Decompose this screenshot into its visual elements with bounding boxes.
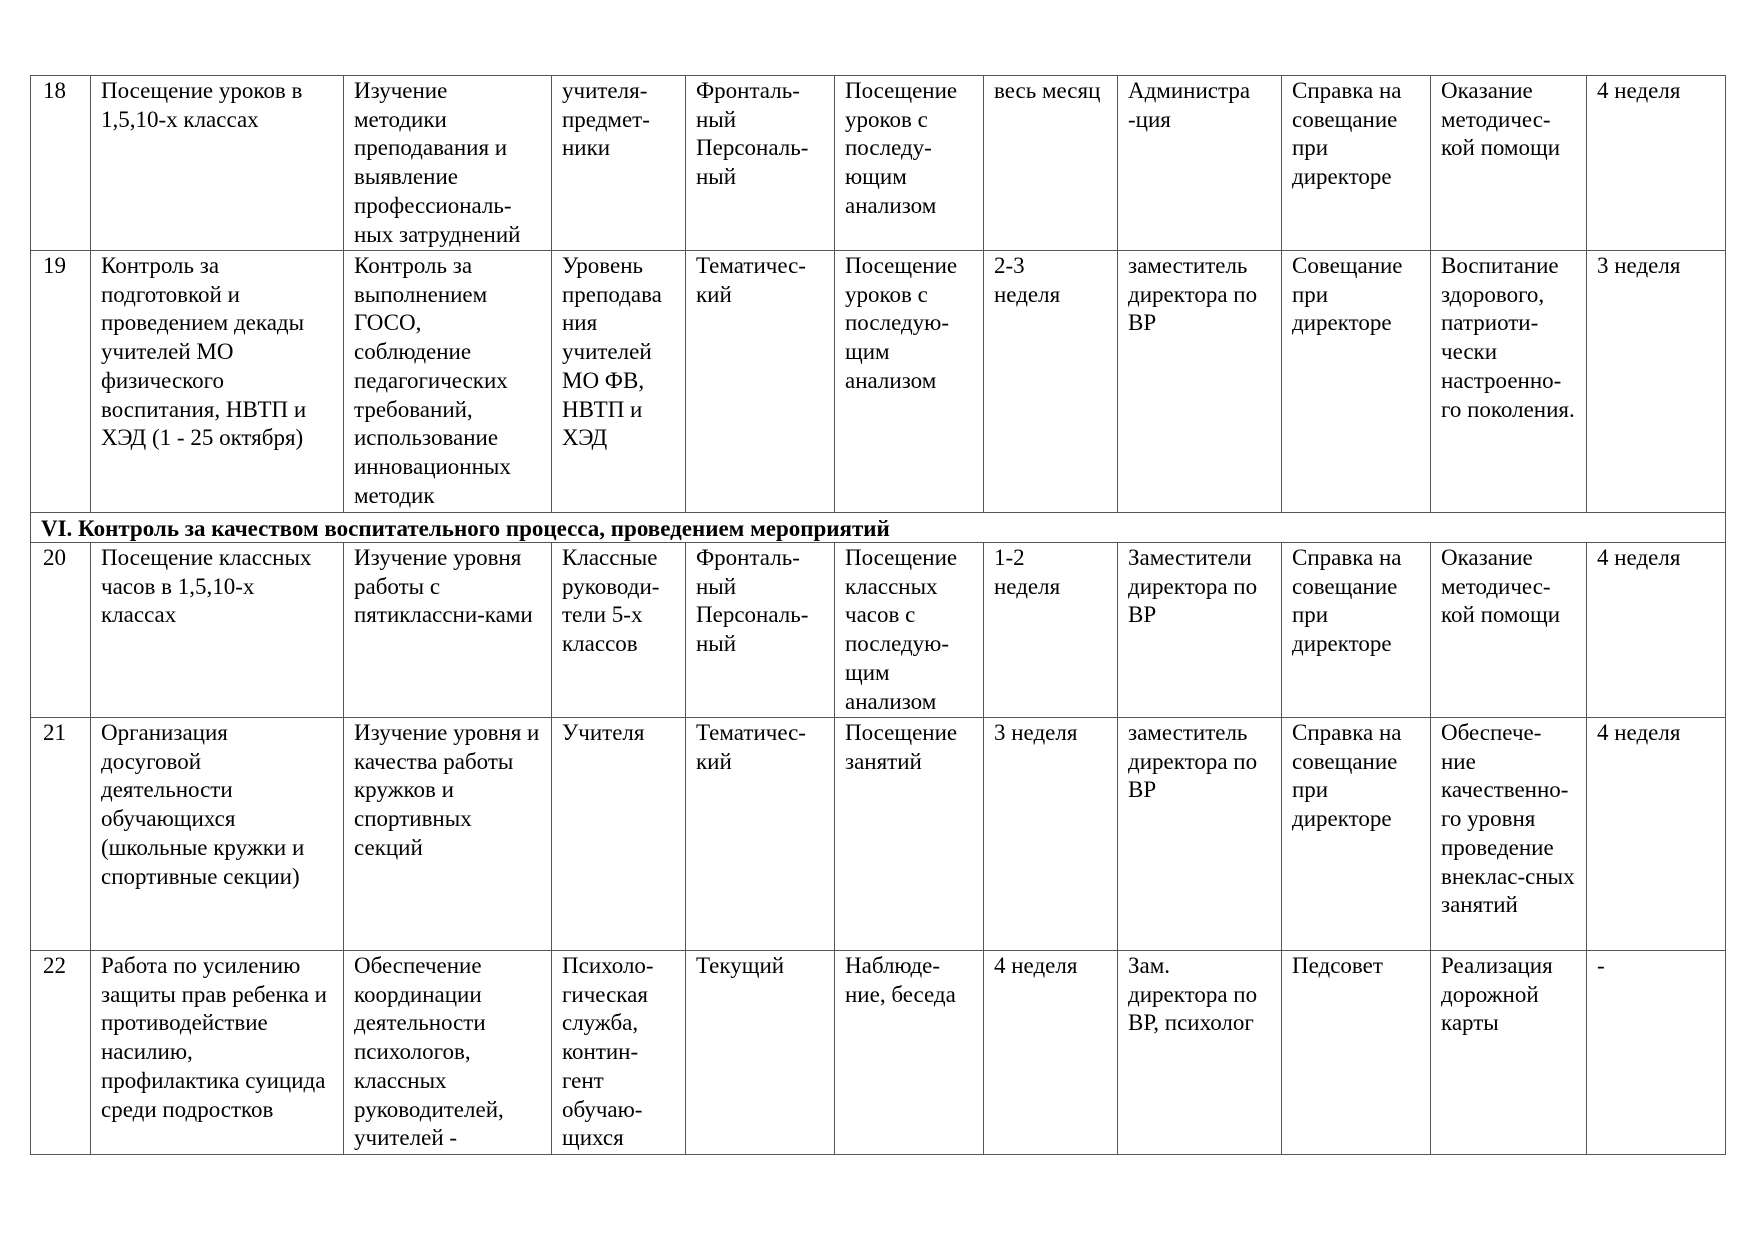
- control-type-cell: Фронталь-ный Персональ-ный: [686, 543, 835, 718]
- repeat-control-cell: 4 неделя: [1587, 718, 1726, 951]
- control-object-cell: Психоло-гическая служба, контин-гент обучаю-щихся: [552, 951, 686, 1155]
- control-goal-cell: Обеспечение координации деятельности психологов, классных руководителей, учителей -: [344, 951, 552, 1155]
- control-goal-cell: Изучение уровня и качества работы кружков и спортивных секций: [344, 718, 552, 951]
- control-subject-cell: Контроль за подготовкой и проведением декады учителей МО физического воспитания, НВТП и ХЭД (1 - 25 октября): [91, 251, 344, 513]
- repeat-control-cell: 4 неделя: [1587, 543, 1726, 718]
- row-number: 19: [31, 251, 91, 513]
- timing-cell: 4 неделя: [984, 951, 1118, 1155]
- summary-place-cell: Справка на совещание при директоре: [1282, 76, 1431, 251]
- repeat-control-cell: -: [1587, 951, 1726, 1155]
- responsible-cell: Зам. директора по ВР, психолог: [1118, 951, 1282, 1155]
- control-subject-cell: Посещение классных часов в 1,5,10-х классах: [91, 543, 344, 718]
- responsible-cell: заместитель директора по ВР: [1118, 718, 1282, 951]
- control-object-cell: Учителя: [552, 718, 686, 951]
- control-goal-cell: Контроль за выполнением ГОСО, соблюдение педагогических требований, использование инновационных методик: [344, 251, 552, 513]
- control-goal-cell: Изучение уровня работы с пятиклассни-ками: [344, 543, 552, 718]
- table-row: [31, 718, 1726, 951]
- row-number: 21: [31, 718, 91, 951]
- control-subject-cell: Организация досуговой деятельности обучающихся (школьные кружки и спортивные секции): [91, 718, 344, 951]
- control-method-cell: Посещение классных часов с последую-щим анализом: [835, 543, 984, 718]
- timing-cell: 3 неделя: [984, 718, 1118, 951]
- row-number: 22: [31, 951, 91, 1155]
- table-row: [31, 951, 1726, 1155]
- management-decision-cell: Оказание методичес-кой помощи: [1431, 76, 1587, 251]
- row-number: 18: [31, 76, 91, 251]
- summary-place-cell: Педсовет: [1282, 951, 1431, 1155]
- timing-cell: 2-3 неделя: [984, 251, 1118, 513]
- table-row: [31, 251, 1726, 513]
- control-type-cell: Тематичес-кий: [686, 718, 835, 951]
- summary-place-cell: Справка на совещание при директоре: [1282, 543, 1431, 718]
- control-goal-cell: Изучение методики преподавания и выявление профессиональ-ных затруднений: [344, 76, 552, 251]
- control-type-cell: Текущий: [686, 951, 835, 1155]
- section-row: [31, 513, 1726, 543]
- control-type-cell: Тематичес-кий: [686, 251, 835, 513]
- responsible-cell: заместитель директора по ВР: [1118, 251, 1282, 513]
- control-plan-table: [30, 75, 1726, 1155]
- control-method-cell: Наблюде-ние, беседа: [835, 951, 984, 1155]
- control-subject-cell: Посещение уроков в 1,5,10-х классах: [91, 76, 344, 251]
- control-type-cell: Фронталь-ный Персональ-ный: [686, 76, 835, 251]
- responsible-cell: Заместители директора по ВР: [1118, 543, 1282, 718]
- management-decision-cell: Реализация дорожной карты: [1431, 951, 1587, 1155]
- timing-cell: 1-2 неделя: [984, 543, 1118, 718]
- management-decision-cell: Воспитание здорового, патриоти-чески настроенно-го поколения.: [1431, 251, 1587, 513]
- timing-cell: весь месяц: [984, 76, 1118, 251]
- summary-place-cell: Совещание при директоре: [1282, 251, 1431, 513]
- repeat-control-cell: 4 неделя: [1587, 76, 1726, 251]
- control-method-cell: Посещение уроков с последу-ющим анализом: [835, 76, 984, 251]
- table-row: [31, 76, 1726, 251]
- control-object-cell: Уровень преподава ния учителей МО ФВ, НВТП и ХЭД: [552, 251, 686, 513]
- control-method-cell: Посещение занятий: [835, 718, 984, 951]
- management-decision-cell: Обеспече-ние качественно-го уровня проведение внеклас-сных занятий: [1431, 718, 1587, 951]
- control-subject-cell: Работа по усилению защиты прав ребенка и противодействие насилию, профилактика суицида среди подростков: [91, 951, 344, 1155]
- control-object-cell: Классные руководи-тели 5-х классов: [552, 543, 686, 718]
- row-number: 20: [31, 543, 91, 718]
- responsible-cell: Администра -ция: [1118, 76, 1282, 251]
- control-object-cell: учителя-предмет-ники: [552, 76, 686, 251]
- summary-place-cell: Справка на совещание при директоре: [1282, 718, 1431, 951]
- table-row: [31, 543, 1726, 718]
- repeat-control-cell: 3 неделя: [1587, 251, 1726, 513]
- control-method-cell: Посещение уроков с последую-щим анализом: [835, 251, 984, 513]
- section-title: VI. Контроль за качеством воспитательного процесса, проведением мероприятий: [31, 513, 1726, 543]
- management-decision-cell: Оказание методичес-кой помощи: [1431, 543, 1587, 718]
